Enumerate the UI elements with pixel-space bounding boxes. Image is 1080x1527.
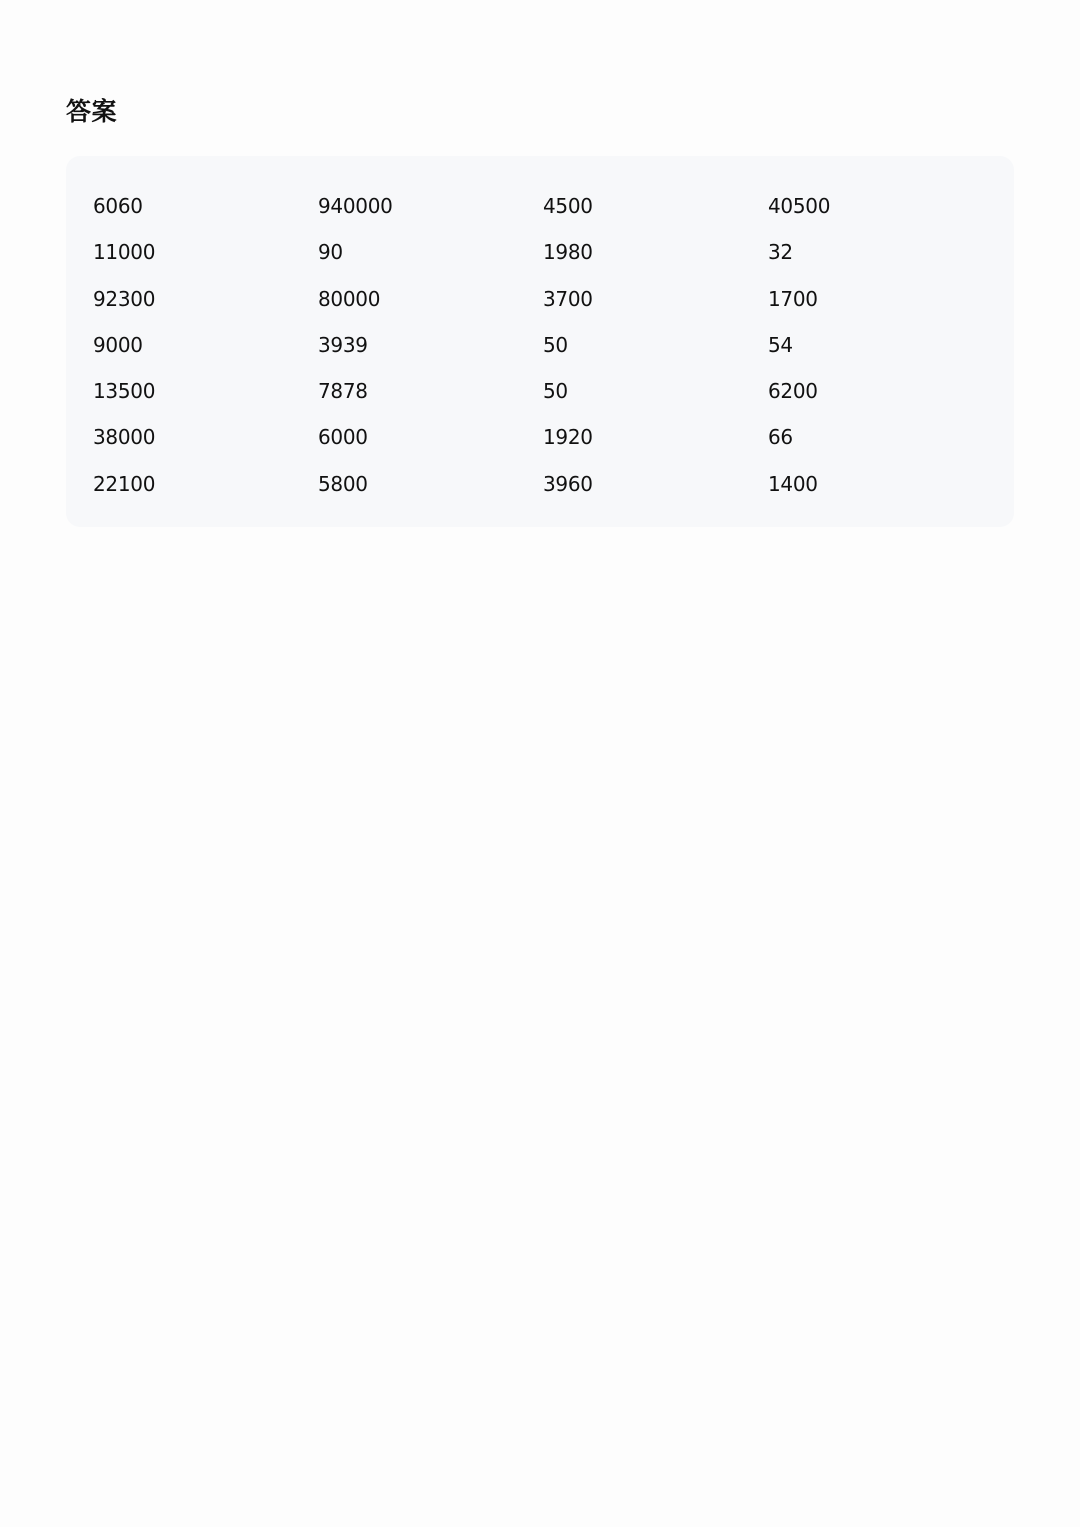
answer-cell: 32: [768, 240, 793, 265]
answer-cell: 22100: [93, 471, 156, 496]
answer-cell: 54: [768, 332, 793, 357]
answer-grid: [93, 183, 993, 507]
answer-cell: 3939: [318, 332, 368, 357]
answer-cell: 90: [318, 240, 343, 265]
page-title: 答案: [66, 97, 118, 126]
answer-cell: 4500: [543, 194, 593, 218]
answer-cell: 92300: [93, 286, 156, 311]
answer-cell: 3700: [543, 286, 593, 311]
answer-panel: [66, 156, 1014, 527]
answer-cell: 6060: [93, 194, 143, 218]
answer-cell: 1700: [768, 286, 818, 311]
answer-cell: 1920: [543, 425, 593, 450]
answer-cell: 66: [768, 425, 793, 450]
answer-cell: 40500: [768, 194, 831, 218]
answer-cell: 9000: [93, 332, 143, 357]
answer-cell: 50: [543, 379, 568, 404]
answer-cell: 11000: [93, 240, 156, 265]
answer-cell: 13500: [93, 379, 156, 404]
answer-cell: 5800: [318, 471, 368, 496]
answer-cell: 6200: [768, 379, 818, 404]
answer-cell: 940000: [318, 194, 393, 218]
answer-cell: 7878: [318, 379, 368, 404]
answer-cell: 1400: [768, 471, 818, 496]
answer-cell: 6000: [318, 425, 368, 450]
answer-cell: 50: [543, 332, 568, 357]
answer-cell: 1980: [543, 240, 593, 265]
answer-cell: 80000: [318, 286, 381, 311]
answer-cell: 38000: [93, 425, 156, 450]
answer-cell: 3960: [543, 471, 593, 496]
